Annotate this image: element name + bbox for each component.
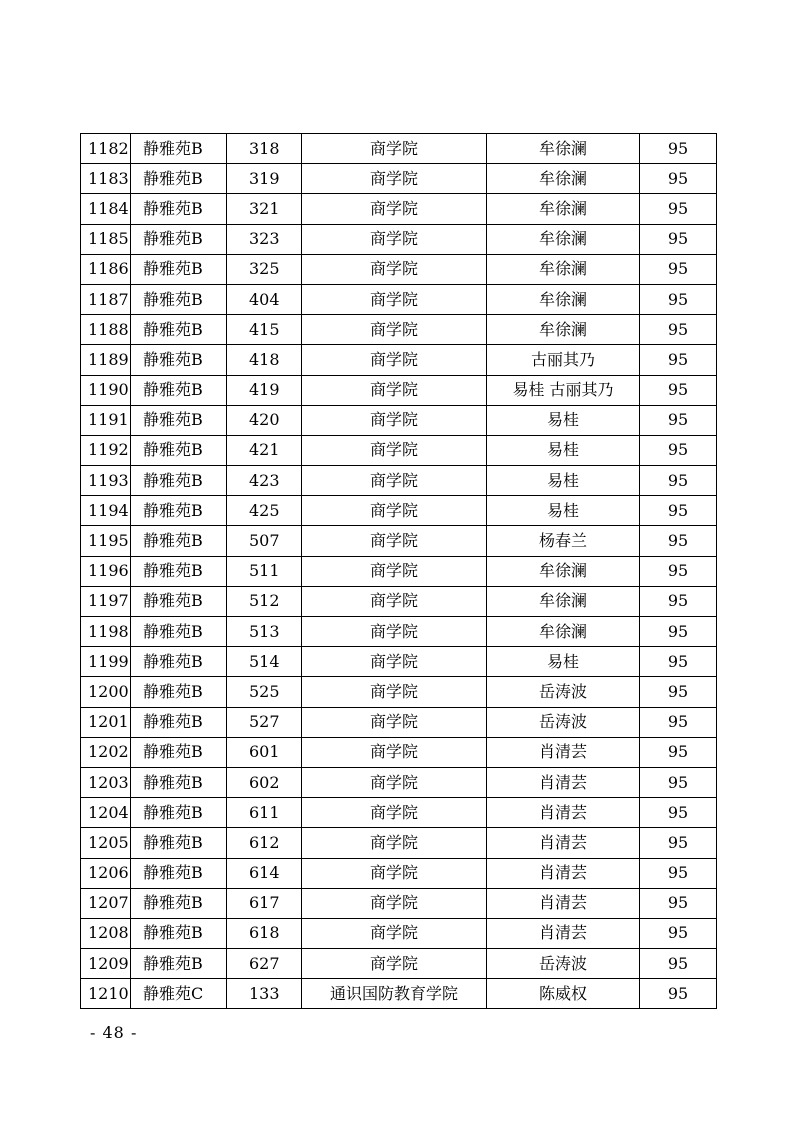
row-number-cell: 1205 [81, 828, 131, 858]
building-cell: 静雅苑B [131, 315, 227, 345]
college-cell: 商学院 [302, 254, 487, 284]
building-cell: 静雅苑B [131, 375, 227, 405]
counselor-cell: 岳涛波 [487, 949, 640, 979]
building-cell: 静雅苑B [131, 466, 227, 496]
table-row [81, 315, 717, 345]
college-cell: 商学院 [302, 767, 487, 797]
building-cell: 静雅苑B [131, 284, 227, 314]
score-cell: 95 [640, 707, 717, 737]
score-cell: 95 [640, 617, 717, 647]
building-cell: 静雅苑B [131, 556, 227, 586]
counselor-cell: 牟徐澜 [487, 134, 640, 164]
college-cell: 通识国防教育学院 [302, 979, 487, 1009]
table-row [81, 828, 717, 858]
building-cell: 静雅苑B [131, 707, 227, 737]
college-cell: 商学院 [302, 918, 487, 948]
table-row [81, 526, 717, 556]
score-cell: 95 [640, 224, 717, 254]
row-number-cell: 1186 [81, 254, 131, 284]
table-row [81, 405, 717, 435]
score-cell: 95 [640, 586, 717, 616]
table-row [81, 586, 717, 616]
building-cell: 静雅苑B [131, 888, 227, 918]
counselor-cell: 牟徐澜 [487, 556, 640, 586]
building-cell: 静雅苑B [131, 254, 227, 284]
row-number-cell: 1200 [81, 677, 131, 707]
score-cell: 95 [640, 858, 717, 888]
table-row [81, 284, 717, 314]
table-row [81, 164, 717, 194]
counselor-cell: 肖清芸 [487, 888, 640, 918]
building-cell: 静雅苑B [131, 526, 227, 556]
row-number-cell: 1201 [81, 707, 131, 737]
row-number-cell: 1204 [81, 798, 131, 828]
room-number-cell: 323 [227, 224, 302, 254]
college-cell: 商学院 [302, 375, 487, 405]
room-number-cell: 527 [227, 707, 302, 737]
score-cell: 95 [640, 737, 717, 767]
room-number-cell: 611 [227, 798, 302, 828]
counselor-cell: 肖清芸 [487, 767, 640, 797]
score-cell: 95 [640, 345, 717, 375]
table-row [81, 345, 717, 375]
counselor-cell: 古丽其乃 [487, 345, 640, 375]
college-cell: 商学院 [302, 556, 487, 586]
score-cell: 95 [640, 556, 717, 586]
college-cell: 商学院 [302, 466, 487, 496]
table-row [81, 858, 717, 888]
table-row [81, 496, 717, 526]
counselor-cell: 陈威权 [487, 979, 640, 1009]
room-number-cell: 404 [227, 284, 302, 314]
table-body [81, 134, 717, 1009]
room-number-cell: 617 [227, 888, 302, 918]
table-row [81, 798, 717, 828]
room-number-cell: 420 [227, 405, 302, 435]
row-number-cell: 1210 [81, 979, 131, 1009]
row-number-cell: 1196 [81, 556, 131, 586]
row-number-cell: 1188 [81, 315, 131, 345]
building-cell: 静雅苑B [131, 617, 227, 647]
room-number-cell: 418 [227, 345, 302, 375]
building-cell: 静雅苑B [131, 194, 227, 224]
row-number-cell: 1208 [81, 918, 131, 948]
college-cell: 商学院 [302, 888, 487, 918]
row-number-cell: 1199 [81, 647, 131, 677]
counselor-cell: 岳涛波 [487, 707, 640, 737]
room-number-cell: 601 [227, 737, 302, 767]
row-number-cell: 1195 [81, 526, 131, 556]
row-number-cell: 1185 [81, 224, 131, 254]
building-cell: 静雅苑B [131, 858, 227, 888]
table-row [81, 737, 717, 767]
college-cell: 商学院 [302, 586, 487, 616]
table-row [81, 224, 717, 254]
row-number-cell: 1194 [81, 496, 131, 526]
room-number-cell: 612 [227, 828, 302, 858]
counselor-cell: 牟徐澜 [487, 164, 640, 194]
building-cell: 静雅苑B [131, 798, 227, 828]
building-cell: 静雅苑B [131, 134, 227, 164]
page-number: - 48 - [90, 1023, 138, 1042]
row-number-cell: 1184 [81, 194, 131, 224]
table-row [81, 767, 717, 797]
score-cell: 95 [640, 194, 717, 224]
college-cell: 商学院 [302, 526, 487, 556]
counselor-cell: 岳涛波 [487, 677, 640, 707]
row-number-cell: 1202 [81, 737, 131, 767]
score-cell: 95 [640, 134, 717, 164]
score-cell: 95 [640, 918, 717, 948]
college-cell: 商学院 [302, 496, 487, 526]
room-number-cell: 614 [227, 858, 302, 888]
score-cell: 95 [640, 405, 717, 435]
building-cell: 静雅苑B [131, 647, 227, 677]
college-cell: 商学院 [302, 134, 487, 164]
table-row [81, 466, 717, 496]
table-row [81, 888, 717, 918]
row-number-cell: 1191 [81, 405, 131, 435]
building-cell: 静雅苑B [131, 918, 227, 948]
room-number-cell: 421 [227, 435, 302, 465]
counselor-cell: 牟徐澜 [487, 586, 640, 616]
table-row [81, 647, 717, 677]
building-cell: 静雅苑B [131, 828, 227, 858]
row-number-cell: 1183 [81, 164, 131, 194]
counselor-cell: 牟徐澜 [487, 617, 640, 647]
college-cell: 商学院 [302, 194, 487, 224]
counselor-cell: 易桂 [487, 466, 640, 496]
counselor-cell: 牟徐澜 [487, 284, 640, 314]
room-number-cell: 602 [227, 767, 302, 797]
college-cell: 商学院 [302, 737, 487, 767]
row-number-cell: 1203 [81, 767, 131, 797]
table-row [81, 617, 717, 647]
table-row [81, 677, 717, 707]
college-cell: 商学院 [302, 858, 487, 888]
row-number-cell: 1192 [81, 435, 131, 465]
room-number-cell: 321 [227, 194, 302, 224]
counselor-cell: 易桂 [487, 647, 640, 677]
counselor-cell: 易桂 [487, 496, 640, 526]
room-number-cell: 415 [227, 315, 302, 345]
building-cell: 静雅苑B [131, 496, 227, 526]
room-number-cell: 618 [227, 918, 302, 948]
college-cell: 商学院 [302, 677, 487, 707]
table-row [81, 254, 717, 284]
score-cell: 95 [640, 466, 717, 496]
room-number-cell: 425 [227, 496, 302, 526]
room-number-cell: 133 [227, 979, 302, 1009]
room-number-cell: 512 [227, 586, 302, 616]
table-row [81, 949, 717, 979]
building-cell: 静雅苑B [131, 405, 227, 435]
row-number-cell: 1197 [81, 586, 131, 616]
room-number-cell: 319 [227, 164, 302, 194]
room-number-cell: 423 [227, 466, 302, 496]
counselor-cell: 肖清芸 [487, 858, 640, 888]
building-cell: 静雅苑B [131, 767, 227, 797]
building-cell: 静雅苑B [131, 164, 227, 194]
row-number-cell: 1189 [81, 345, 131, 375]
building-cell: 静雅苑B [131, 224, 227, 254]
college-cell: 商学院 [302, 707, 487, 737]
counselor-cell: 肖清芸 [487, 798, 640, 828]
building-cell: 静雅苑B [131, 737, 227, 767]
college-cell: 商学院 [302, 617, 487, 647]
table-row [81, 134, 717, 164]
table-row [81, 194, 717, 224]
score-cell: 95 [640, 828, 717, 858]
row-number-cell: 1190 [81, 375, 131, 405]
counselor-cell: 肖清芸 [487, 918, 640, 948]
counselor-cell: 易桂 [487, 405, 640, 435]
counselor-cell: 肖清芸 [487, 828, 640, 858]
score-cell: 95 [640, 949, 717, 979]
score-cell: 95 [640, 164, 717, 194]
counselor-cell: 牟徐澜 [487, 254, 640, 284]
score-cell: 95 [640, 677, 717, 707]
score-cell: 95 [640, 315, 717, 345]
row-number-cell: 1206 [81, 858, 131, 888]
college-cell: 商学院 [302, 435, 487, 465]
score-cell: 95 [640, 375, 717, 405]
score-cell: 95 [640, 647, 717, 677]
dormitory-score-table [80, 133, 717, 1009]
counselor-cell: 易桂 古丽其乃 [487, 375, 640, 405]
college-cell: 商学院 [302, 284, 487, 314]
score-cell: 95 [640, 979, 717, 1009]
dormitory-score-table-container [80, 133, 716, 1009]
building-cell: 静雅苑B [131, 949, 227, 979]
room-number-cell: 318 [227, 134, 302, 164]
counselor-cell: 牟徐澜 [487, 224, 640, 254]
room-number-cell: 507 [227, 526, 302, 556]
counselor-cell: 易桂 [487, 435, 640, 465]
building-cell: 静雅苑B [131, 677, 227, 707]
room-number-cell: 325 [227, 254, 302, 284]
row-number-cell: 1187 [81, 284, 131, 314]
row-number-cell: 1193 [81, 466, 131, 496]
row-number-cell: 1182 [81, 134, 131, 164]
score-cell: 95 [640, 526, 717, 556]
table-row [81, 918, 717, 948]
counselor-cell: 肖清芸 [487, 737, 640, 767]
college-cell: 商学院 [302, 405, 487, 435]
college-cell: 商学院 [302, 224, 487, 254]
college-cell: 商学院 [302, 345, 487, 375]
room-number-cell: 525 [227, 677, 302, 707]
row-number-cell: 1207 [81, 888, 131, 918]
college-cell: 商学院 [302, 647, 487, 677]
row-number-cell: 1198 [81, 617, 131, 647]
score-cell: 95 [640, 888, 717, 918]
table-row [81, 707, 717, 737]
room-number-cell: 511 [227, 556, 302, 586]
college-cell: 商学院 [302, 828, 487, 858]
building-cell: 静雅苑B [131, 435, 227, 465]
room-number-cell: 419 [227, 375, 302, 405]
score-cell: 95 [640, 767, 717, 797]
building-cell: 静雅苑B [131, 345, 227, 375]
table-row [81, 556, 717, 586]
score-cell: 95 [640, 798, 717, 828]
building-cell: 静雅苑B [131, 586, 227, 616]
counselor-cell: 杨春兰 [487, 526, 640, 556]
score-cell: 95 [640, 435, 717, 465]
row-number-cell: 1209 [81, 949, 131, 979]
score-cell: 95 [640, 284, 717, 314]
room-number-cell: 627 [227, 949, 302, 979]
room-number-cell: 513 [227, 617, 302, 647]
counselor-cell: 牟徐澜 [487, 194, 640, 224]
score-cell: 95 [640, 254, 717, 284]
college-cell: 商学院 [302, 798, 487, 828]
table-row [81, 435, 717, 465]
college-cell: 商学院 [302, 949, 487, 979]
table-row [81, 979, 717, 1009]
college-cell: 商学院 [302, 315, 487, 345]
counselor-cell: 牟徐澜 [487, 315, 640, 345]
college-cell: 商学院 [302, 164, 487, 194]
score-cell: 95 [640, 496, 717, 526]
room-number-cell: 514 [227, 647, 302, 677]
building-cell: 静雅苑C [131, 979, 227, 1009]
table-row [81, 375, 717, 405]
